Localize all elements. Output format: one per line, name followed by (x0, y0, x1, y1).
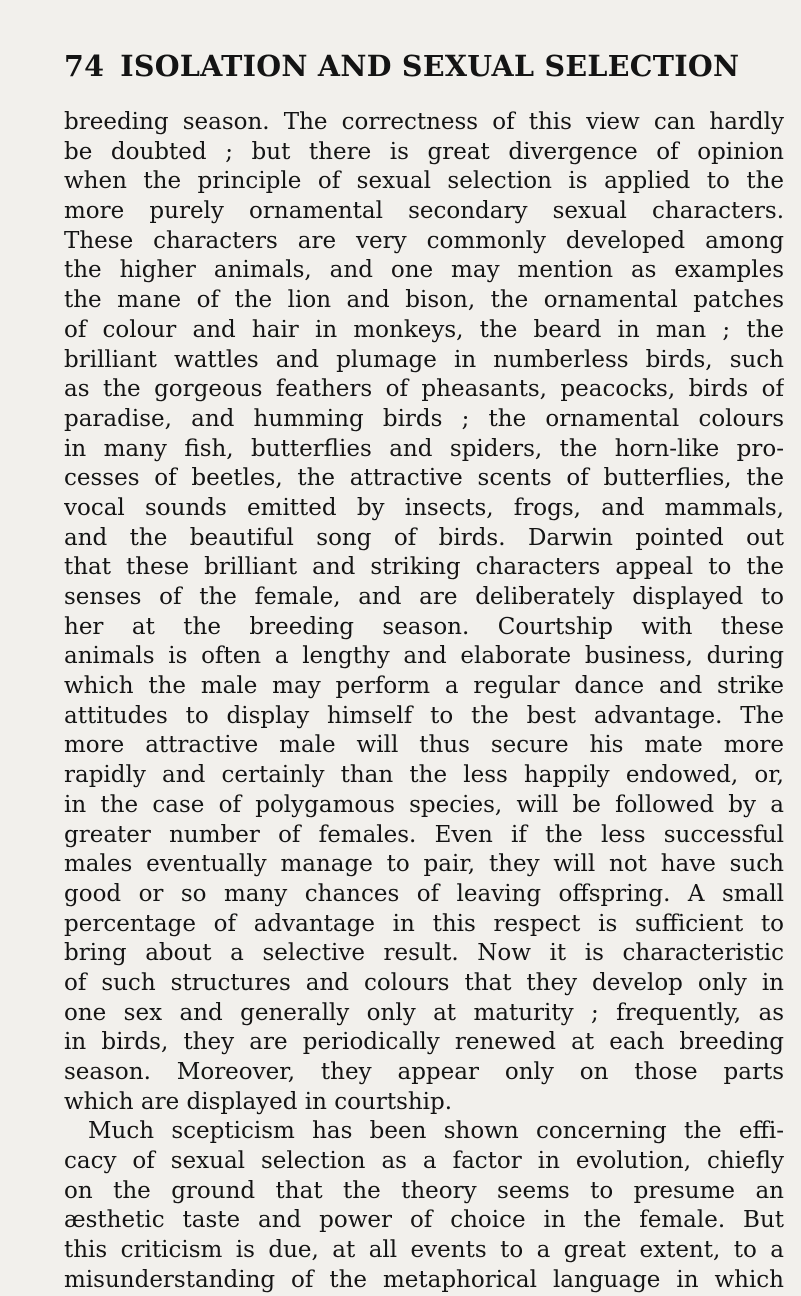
text-line: her at the breeding season. Courtship with these (64, 613, 784, 640)
text-line: Much scepticism has been shown concerning the effi- (88, 1118, 784, 1145)
text-line: and the beautiful song of birds. Darwin pointed out (64, 524, 784, 551)
text-line: cesses of beetles, the attractive scents of butterflies, the (64, 465, 784, 492)
text-line: more purely ornamental secondary sexual characters. (64, 198, 784, 225)
text-line: on the ground that the theory seems to presume an (64, 1177, 784, 1204)
text-line: in birds, they are periodically renewed at each breeding (64, 1029, 784, 1056)
text-line: rapidly and certainly than the less happily endowed, or, (64, 762, 784, 789)
text-line: breeding season. The correctness of this view can hardly (64, 109, 784, 135)
text-line: brilliant wattles and plumage in numberless birds, such (64, 346, 784, 373)
text-line: in many fish, butterflies and spiders, the horn-like pro- (64, 435, 784, 462)
running-header (64, 50, 784, 108)
text-line: æsthetic taste and power of choice in the female. But (64, 1207, 784, 1234)
text-line: that these brilliant and striking characters appeal to the (64, 554, 784, 581)
text-line: paradise, and humming birds ; the ornamental colours (64, 405, 784, 432)
text-line: cacy of sexual selection as a factor in evolution, chiefly (64, 1148, 784, 1175)
book-page (64, 50, 784, 1296)
text-line: greater number of females. Even if the less successful (64, 821, 784, 848)
text-line: in the case of polygamous species, will be followed by a (64, 791, 784, 818)
text-line: percentage of advantage in this respect is sufficient to (64, 910, 784, 937)
text-line: which are displayed in courtship. (64, 1088, 453, 1115)
text-line: season. Moreover, they appear only on those parts (64, 1059, 784, 1085)
text-line: when the principle of sexual selection is applied to the (64, 168, 784, 195)
text-line: as the gorgeous feathers of pheasants, peacocks, birds of (64, 376, 784, 403)
text-line: vocal sounds emitted by insects, frogs, and mammals, (64, 494, 784, 521)
page-number: 74 (64, 49, 105, 83)
text-line: These characters are very commonly developed among (64, 227, 784, 254)
text-line: of such structures and colours that they develop only in (64, 969, 784, 996)
running-title: ISOLATION AND SEXUAL SELECTION (120, 49, 740, 83)
text-line: bring about a selective result. Now it is characteristic (64, 940, 784, 967)
text-line: the higher animals, and one may mention as examples (64, 257, 784, 284)
text-line: good or so many chances of leaving offspring. A small (64, 880, 784, 907)
text-line: males eventually manage to pair, they will not have such (64, 851, 784, 878)
text-line: senses of the female, and are deliberately displayed to (64, 584, 784, 610)
text-line: more attractive male will thus secure his mate more (64, 732, 784, 759)
text-line: the mane of the lion and bison, the ornamental patches (64, 287, 784, 314)
text-line: attitudes to display himself to the best advantage. The (64, 702, 784, 729)
text-line: this criticism is due, at all events to a great extent, to a (64, 1237, 784, 1264)
text-line: misunderstanding of the metaphorical language in which (64, 1266, 784, 1293)
text-line: of colour and hair in monkeys, the beard in man ; the (64, 316, 784, 343)
text-line: which the male may perform a regular dance and strike (64, 673, 784, 700)
text-line: one sex and generally only at maturity ; frequently, as (64, 999, 784, 1026)
text-line: be doubted ; but there is great divergence of opinion (64, 138, 784, 165)
body-text (64, 108, 784, 1296)
text-line: animals is often a lengthy and elaborate business, during (64, 643, 784, 670)
